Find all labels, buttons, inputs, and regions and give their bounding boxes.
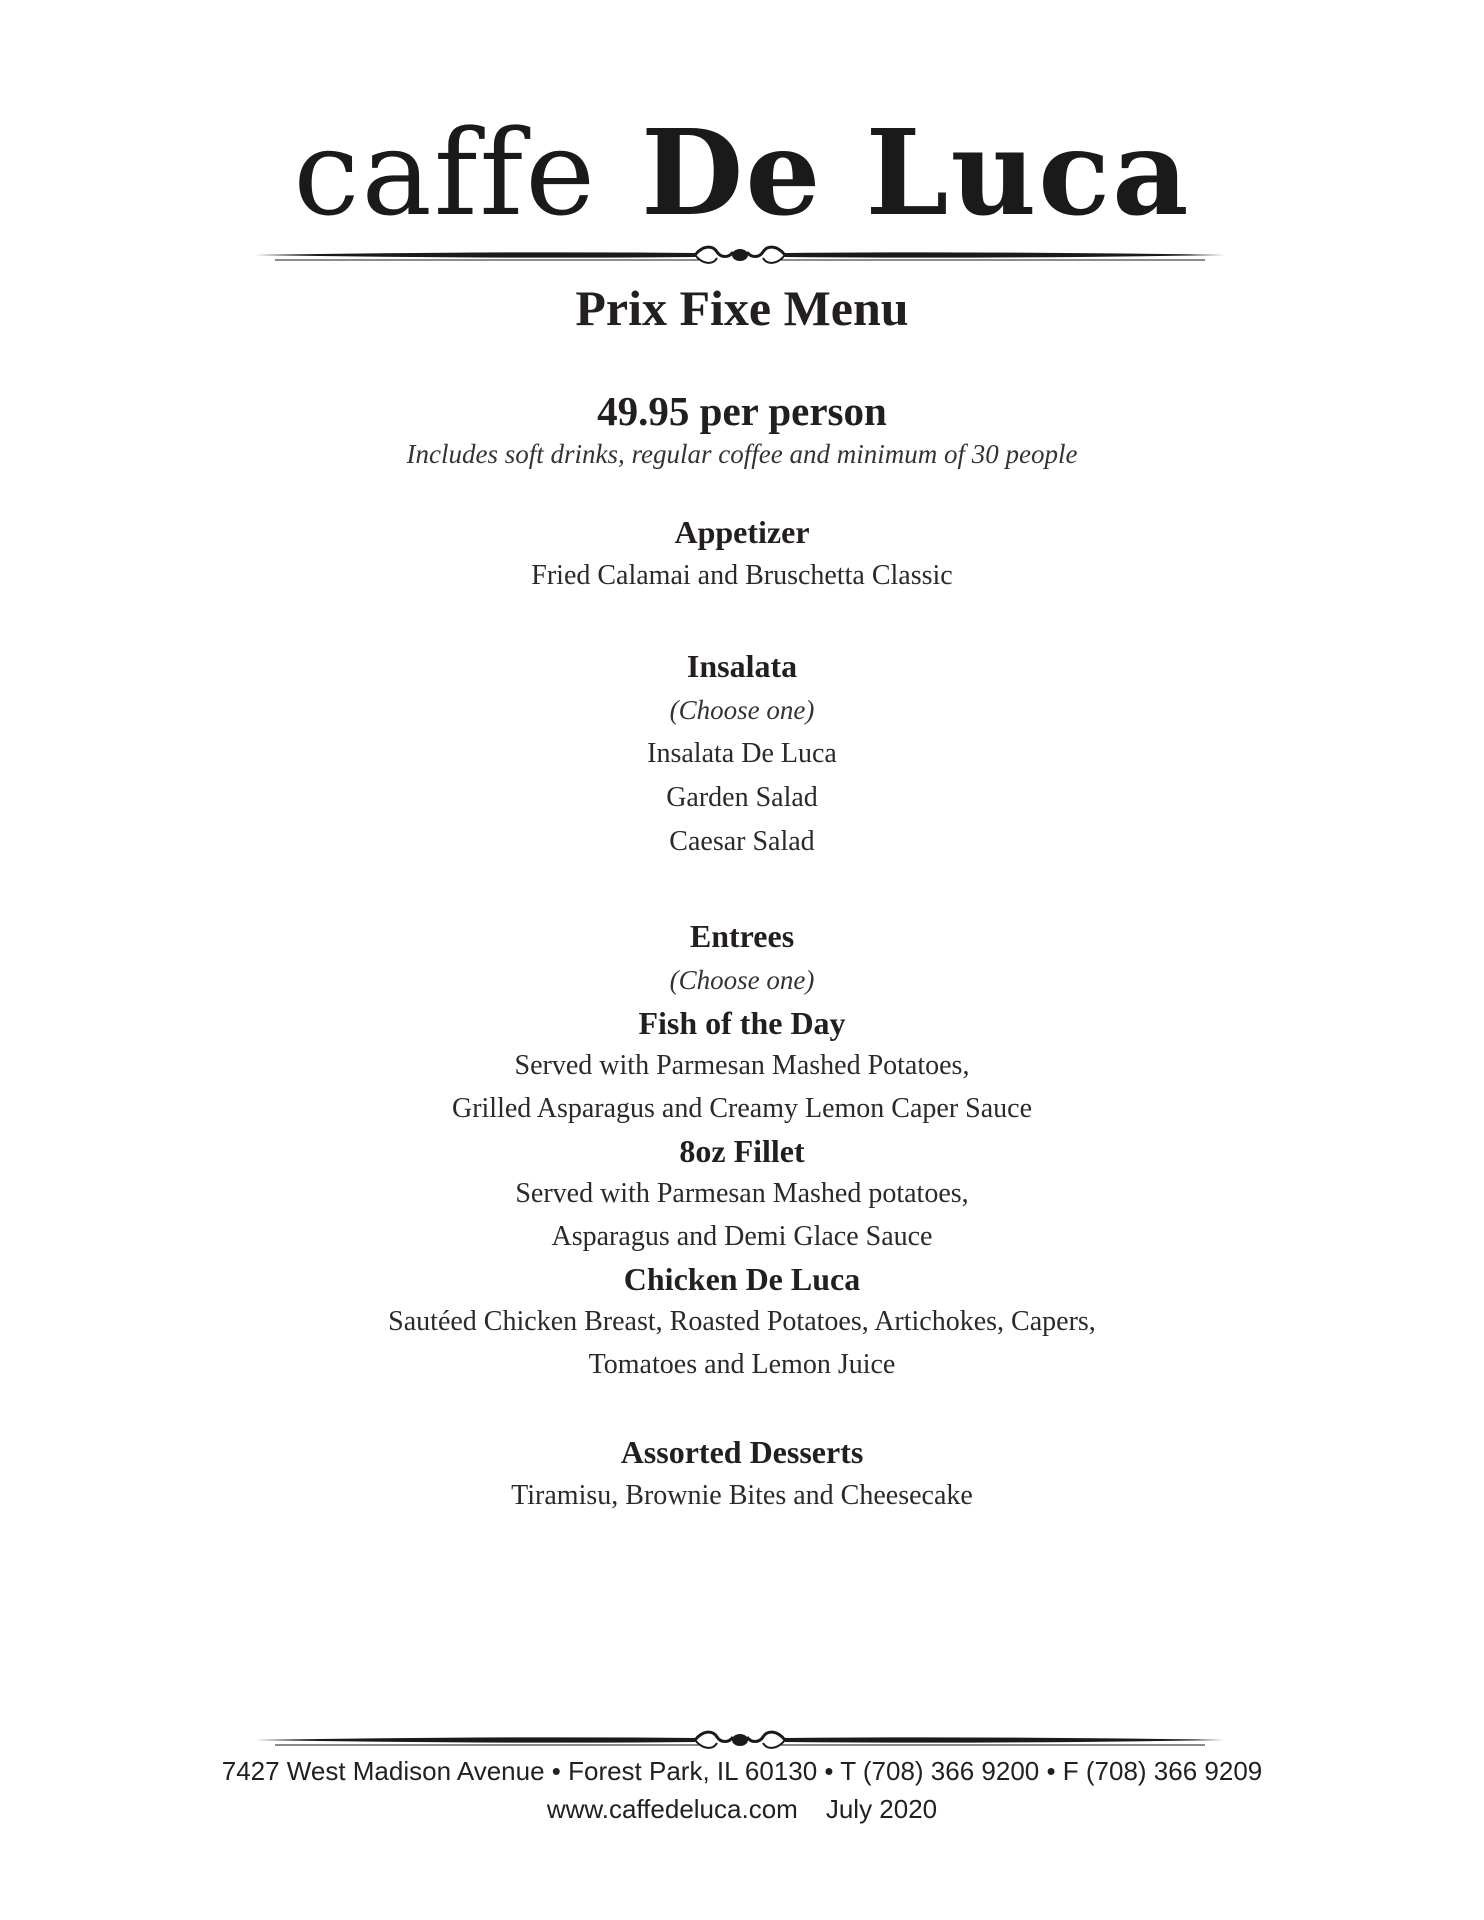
desserts-item: Tiramisu, Brownie Bites and Cheesecake <box>511 1480 973 1511</box>
appetizer-section <box>0 510 1484 598</box>
entree-description: Sautéed Chicken Breast, Roasted Potatoes, Artichokes, Capers, <box>388 1306 1096 1337</box>
insalata-item: Caesar Salad <box>669 826 815 857</box>
top-ornament-divider <box>255 240 1225 270</box>
appetizer-item: Fried Calamai and Bruschetta Classic <box>531 560 953 591</box>
insalata-item: Insalata De Luca <box>647 738 837 769</box>
desserts-title: Assorted Desserts <box>620 1434 864 1470</box>
entrees-choose-note: (Choose one) <box>669 965 815 995</box>
entree-description: Asparagus and Demi Glace Sauce <box>551 1221 933 1252</box>
bottom-ornament-divider <box>255 1725 1225 1755</box>
entrees-section <box>0 914 1484 1386</box>
entree-description: Served with Parmesan Mashed Potatoes, <box>514 1050 970 1081</box>
insalata-item: Garden Salad <box>666 782 818 813</box>
price-per-person: 49.95 per person <box>597 388 887 434</box>
logo-word-caffe: caffe <box>293 104 598 242</box>
entree-name: Chicken De Luca <box>623 1261 861 1297</box>
entree-description: Grilled Asparagus and Creamy Lemon Caper Sauce <box>451 1093 1033 1124</box>
footer-address: 7427 West Madison Avenue • Forest Park, IL 60130 • T (708) 366 9200 • F (708) 366 9209 <box>221 1756 1263 1786</box>
footer <box>0 1752 1484 1828</box>
desserts-section <box>0 1430 1484 1518</box>
entree-description: Served with Parmesan Mashed potatoes, <box>515 1178 969 1209</box>
price-note: Includes soft drinks, regular coffee and minimum of 30 people <box>406 439 1078 469</box>
footer-date: July 2020 <box>825 1794 938 1824</box>
restaurant-logo <box>0 103 1484 242</box>
entree-name: Fish of the Day <box>638 1005 846 1041</box>
insalata-choose-note: (Choose one) <box>669 695 815 725</box>
entree-name: 8oz Fillet <box>679 1133 805 1169</box>
logo-word-deluca: De Luca <box>641 103 1191 242</box>
footer-web-line <box>0 1790 1484 1828</box>
insalata-section <box>0 644 1484 864</box>
footer-website-link[interactable]: www.caffedeluca.com <box>546 1794 798 1824</box>
appetizer-title: Appetizer <box>674 514 810 550</box>
menu-content <box>0 386 1484 1564</box>
entree-description: Tomatoes and Lemon Juice <box>588 1349 896 1380</box>
insalata-title: Insalata <box>686 648 798 684</box>
entrees-title: Entrees <box>689 918 795 954</box>
page-title: Prix Fixe Menu <box>575 280 909 336</box>
